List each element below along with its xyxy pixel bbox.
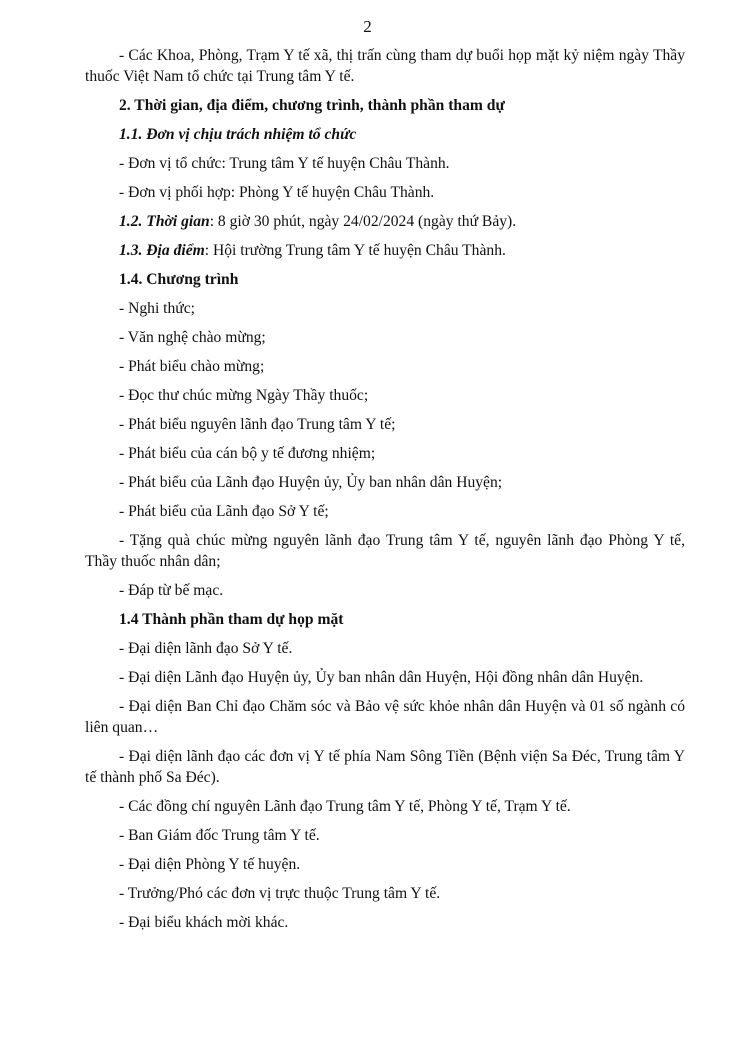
attendees-heading: 1.4 Thành phần tham dự họp mặt <box>119 611 344 628</box>
place-value: : Hội trường Trung tâm Y tế huyện Châu Thành. <box>204 242 506 259</box>
program-item: - Phát biểu chào mừng; <box>119 358 265 375</box>
attendee-item: - Đại diện lãnh đạo Sở Y tế. <box>119 640 293 657</box>
place-label: 1.3. Địa điểm <box>119 242 205 259</box>
time-value: : 8 giờ 30 phút, ngày 24/02/2024 (ngày thứ Bảy). <box>209 213 517 230</box>
attendee-item: - Đại diện Lãnh đạo Huyện ủy, Ủy ban nhân dân Huyện, Hội đồng nhân dân Huyện. <box>119 669 644 686</box>
paragraph-organizer: - Đơn vị tổ chức: Trung tâm Y tế huyện Châu Thành. <box>119 155 450 172</box>
attendee-item: - Đại diện Ban Chỉ đạo Chăm sóc và Bảo vệ sức khỏe nhân dân Huyện và 01 số ngành có liên quan… <box>85 698 685 736</box>
program-item: - Văn nghệ chào mừng; <box>119 329 266 346</box>
program-item: - Phát biểu của Lãnh đạo Sở Y tế; <box>119 503 329 520</box>
section-heading-2: 2. Thời gian, địa điểm, chương trình, thành phần tham dự <box>119 97 505 114</box>
paragraph-place <box>85 240 685 261</box>
attendee-item: - Đại biểu khách mời khác. <box>119 914 289 931</box>
attendee-item: - Các đồng chí nguyên Lãnh đạo Trung tâm Y tế, Phòng Y tế, Trạm Y tế. <box>119 798 571 815</box>
program-item: - Tặng quà chúc mừng nguyên lãnh đạo Trung tâm Y tế, nguyên lãnh đạo Phòng Y tế, Thầy thuốc nhân dân; <box>85 532 685 570</box>
paragraph-participating-units: - Các Khoa, Phòng, Trạm Y tế xã, thị trấn cùng tham dự buổi họp mặt kỷ niệm ngày Thầy thuốc Việt Nam tổ chức tại Trung tâm Y tế. <box>85 47 685 85</box>
page-number: 2 <box>363 17 372 36</box>
attendee-item: - Trưởng/Phó các đơn vị trực thuộc Trung tâm Y tế. <box>119 885 441 902</box>
program-item: - Đọc thư chúc mừng Ngày Thầy thuốc; <box>119 387 369 404</box>
document-body <box>85 45 685 933</box>
paragraph-coordinator: - Đơn vị phối hợp: Phòng Y tế huyện Châu Thành. <box>119 184 435 201</box>
program-item: - Phát biểu của cán bộ y tế đương nhiệm; <box>119 445 376 462</box>
paragraph-time <box>85 211 685 232</box>
program-item: - Phát biểu nguyên lãnh đạo Trung tâm Y tế; <box>119 416 396 433</box>
time-label: 1.2. Thời gian <box>119 213 210 230</box>
attendee-item: - Đại diện lãnh đạo các đơn vị Y tế phía Nam Sông Tiền (Bệnh viện Sa Đéc, Trung tâm Y tế thành phố Sa Đéc). <box>85 748 685 786</box>
attendee-item: - Đại diện Phòng Y tế huyện. <box>119 856 301 873</box>
program-item: - Phát biểu của Lãnh đạo Huyện ủy, Ủy ban nhân dân Huyện; <box>119 474 503 491</box>
program-item: - Đáp từ bế mạc. <box>119 582 224 599</box>
subsection-heading-1-4: 1.4. Chương trình <box>119 271 239 288</box>
attendee-item: - Ban Giám đốc Trung tâm Y tế. <box>119 827 320 844</box>
subsection-heading-1-1: 1.1. Đơn vị chịu trách nhiệm tổ chức <box>119 126 357 143</box>
program-item: - Nghi thức; <box>119 300 196 317</box>
